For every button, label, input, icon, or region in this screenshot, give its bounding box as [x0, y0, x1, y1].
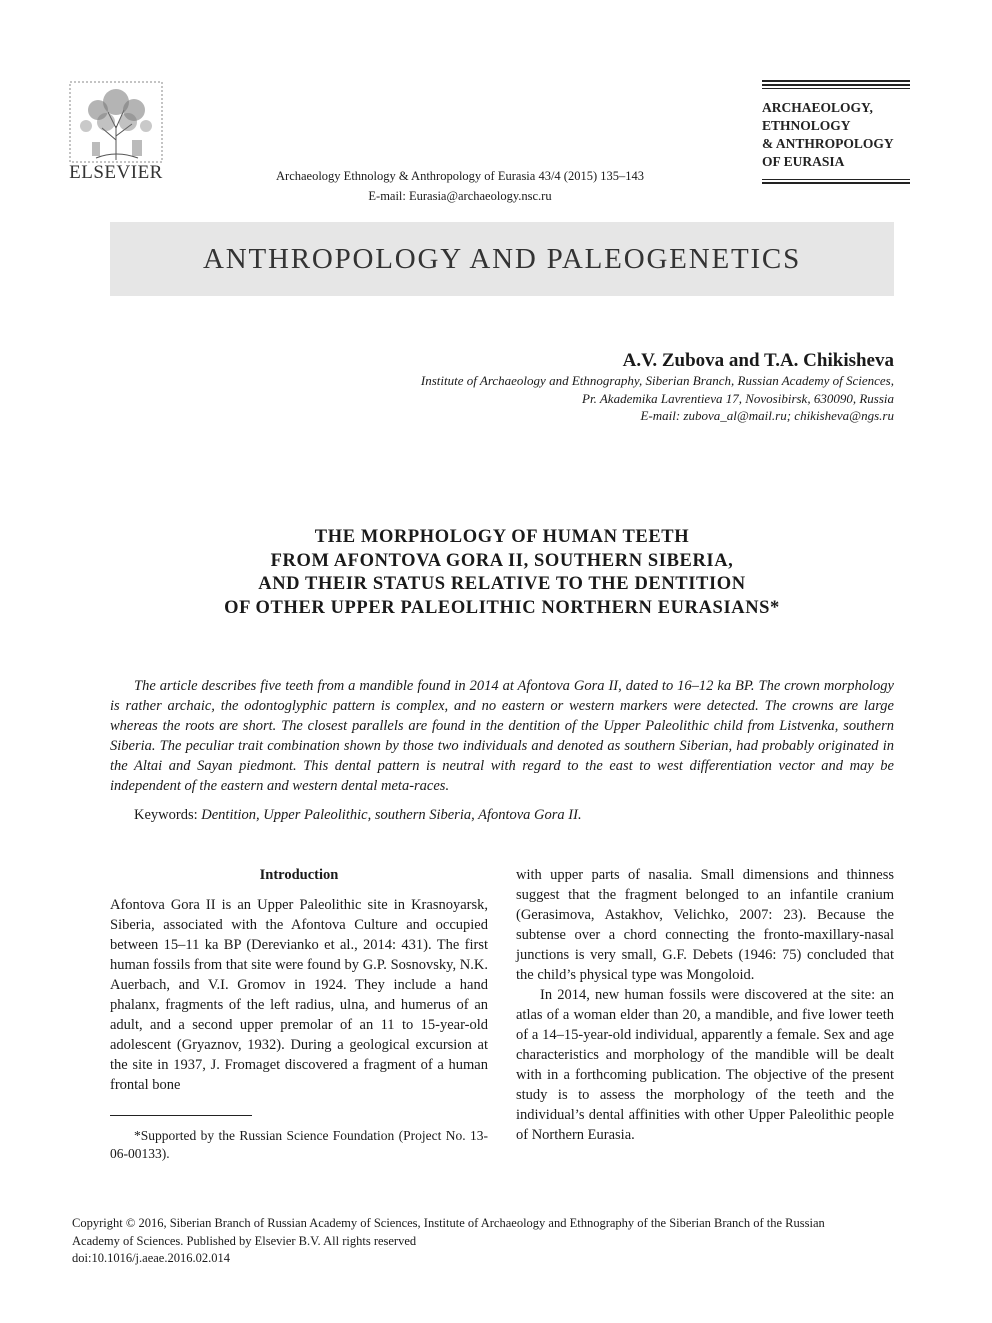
bottom-rule [762, 182, 910, 184]
bottom-rule [762, 179, 910, 180]
keywords-value: Dentition, Upper Paleolithic, southern Siberia, Afontova Gora II. [201, 807, 582, 823]
copyright-notice: Copyright © 2016, Siberian Branch of Russian Academy of Sciences, Institute of Archaeology and Ethnography of the Siberian Branch of the Russian Academy of Sciences. Published by Elsevier B.V. All rights reserved doi:10.1016/j.aeae.2016.02.014 [72, 1215, 912, 1268]
top-rule [762, 80, 910, 82]
paragraph: In 2014, new human fossils were discovered at the site: an atlas of a woman elder than 20, a mandible, and five lower teeth of a 14–15-year-old individual, apparently a female. Sex and age characteristics and morphology of the mandible will be dealt with in a forthcoming publication. The objective of the present study is to assess the morphology of the teeth and the individual’s dental affinities with other Upper Paleolithic people of Northern Eurasia. [516, 987, 894, 1143]
journal-name: ARCHAEOLOGY, ETHNOLOGY & ANTHROPOLOGY OF EURASIA [762, 100, 894, 169]
top-rule [762, 88, 910, 89]
top-rule [762, 84, 910, 86]
author-emails[interactable]: E-mail: zubova_al@mail.ru; chikisheva@ngs.ru [640, 408, 894, 423]
journal-reference [200, 166, 720, 206]
journal-citation: Archaeology Ethnology & Anthropology of Eurasia 43/4 (2015) 135–143 [276, 169, 644, 183]
section-title: ANTHROPOLOGY AND PALEOGENETICS [202, 242, 802, 275]
section-banner [110, 222, 894, 296]
tree-icon [66, 80, 166, 164]
paragraph: with upper parts of nasalia. Small dimensions and thinness suggest that the fragment belonged to an infantile cranium (Gerasimova, Astakhov, Velichko, 2007: 23). Because the subtense over a chord connecting the fronto-maxillary-nasal junctions is very small, G.F. Debets (1946: 75) concluded that the child’s physical type was Mongoloid. [516, 867, 894, 983]
paragraph: Afontova Gora II is an Upper Paleolithic site in Krasnoyarsk, Siberia, associated with the Afontova Culture and occupied between 15–11 ka BP (Derevianko et al., 2014: 431). The first human fossils from that site were found by G.P. Sosnovsky, N.K. Auerbach, and V.I. Gromov in 1924. They include a hand phalanx, fragments of the left radius, ulna, and humerus of an adult, and a second upper premolar of an 11 to 15-year-old adolescent (Gryaznov, 1932). During a geological excursion at the site in 1937, J. Fromaget discovered a fragment of a human frontal bone [110, 897, 488, 1093]
section-heading: Introduction [259, 867, 339, 883]
right-column [516, 865, 894, 1145]
abstract: The article describes five teeth from a mandible found in 2014 at Afontova Gora II, dated to 16–12 ka BP. The crown morphology is rather archaic, the odontoglyphic pattern is complex, and no eastern or western markers were detected. The crowns are large whereas the roots are short. The closest parallels are found in the dentition of the Upper Paleolithic child from Listvenka, southern Siberia. The peculiar trait combination shown by those two individuals and denoted as southern Siberian, had probably originated in the Altai and Sayan piedmont. This dental pattern is neutral with regard to the east to west differentiation vector and may be independent of the eastern and western dental meta-races. [110, 678, 894, 794]
journal-name-box [762, 80, 910, 186]
footnote: *Supported by the Russian Science Foundation (Project No. 13-06-00133). [110, 1128, 488, 1161]
article-title: THE MORPHOLOGY OF HUMAN TEETH FROM AFONTOVA GORA II, SOUTHERN SIBERIA, AND THEIR STATUS RELATIVE TO THE DENTITION OF OTHER UPPER PALEOLITHIC NORTHERN EURASIANS* [224, 527, 780, 618]
authors: A.V. Zubova and T.A. Chikisheva [622, 350, 894, 371]
affiliation: Institute of Archaeology and Ethnography, Siberian Branch, Russian Academy of Sciences, Pr. Akademika Lavrentieva 17, Novosibirsk, 630090, Russia E-mail: zubova_al@mail.ru; chikisheva@ngs.ru [194, 372, 894, 425]
journal-email[interactable]: E-mail: Eurasia@archaeology.nsc.ru [368, 189, 552, 203]
left-column [110, 865, 488, 1095]
keywords-label: Keywords: [134, 807, 198, 823]
doi-link[interactable]: doi:10.1016/j.aeae.2016.02.014 [72, 1251, 230, 1265]
logo-wordmark: ELSEVIER [69, 162, 163, 183]
keywords [134, 805, 894, 825]
footnote-rule [110, 1115, 252, 1116]
